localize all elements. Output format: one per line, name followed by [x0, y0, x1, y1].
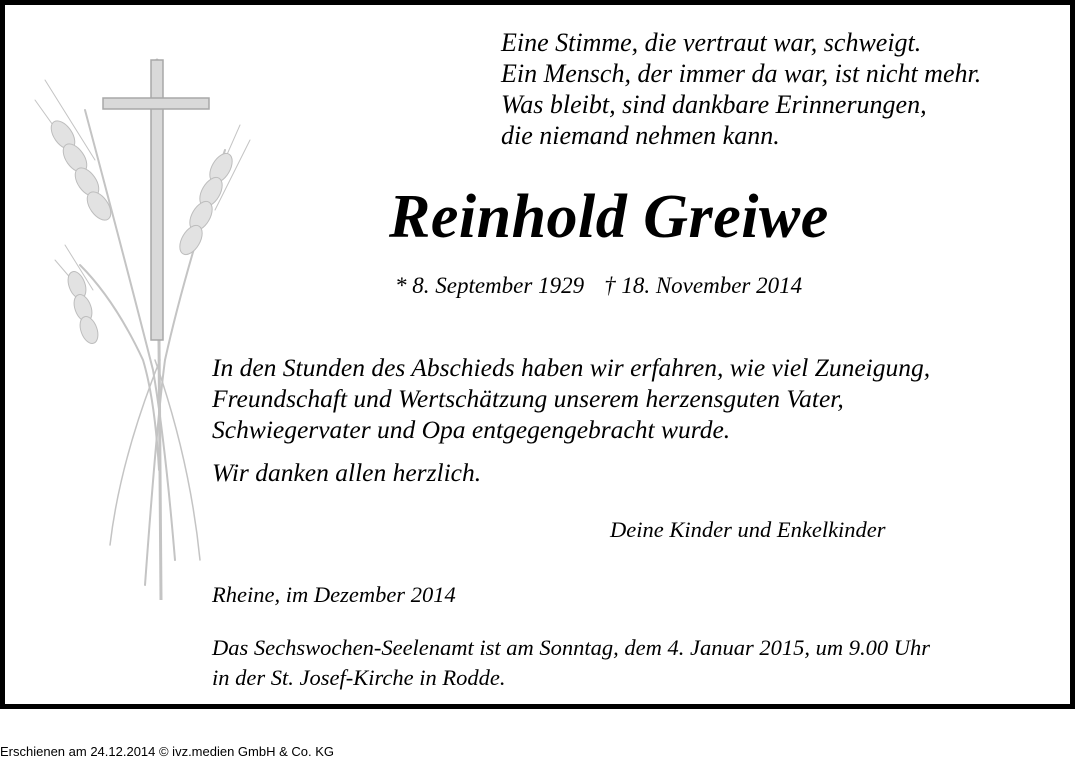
message-line: Freundschaft und Wertschätzung unserem herzensguten Vater, [212, 384, 844, 413]
deceased-name: Reinhold Greiwe [389, 183, 829, 251]
place-date: Rheine, im Dezember 2014 [212, 582, 456, 607]
poem-line: Was bleibt, sind dankbare Erinnerungen, [501, 90, 927, 119]
service-notice [212, 633, 930, 693]
thanks-message [212, 352, 930, 445]
message-line: Schwiegervater und Opa entgegengebracht wurde. [212, 415, 731, 444]
life-dates [395, 273, 802, 299]
poem-line: Eine Stimme, die vertraut war, schweigt. [501, 28, 922, 57]
signers: Deine Kinder und Enkelkinder [610, 517, 886, 542]
publication-footer: Erschienen am 24.12.2014 © ivz.medien GmbH & Co. KG [0, 744, 335, 759]
thanks-line: Wir danken allen herzlich. [212, 458, 482, 487]
cross-with-wheat-icon [25, 40, 255, 600]
memorial-poem [501, 27, 981, 151]
death-date: † 18. November 2014 [604, 273, 803, 298]
message-line: In den Stunden des Abschieds haben wir erfahren, wie viel Zuneigung, [212, 353, 931, 382]
service-line: in der St. Josef-Kirche in Rodde. [212, 665, 506, 690]
poem-line: Ein Mensch, der immer da war, ist nicht mehr. [501, 59, 982, 88]
poem-line: die niemand nehmen kann. [501, 121, 780, 150]
service-line: Das Sechswochen-Seelenamt ist am Sonntag, dem 4. Januar 2015, um 9.00 Uhr [212, 635, 931, 660]
birth-date: * 8. September 1929 [395, 273, 585, 298]
